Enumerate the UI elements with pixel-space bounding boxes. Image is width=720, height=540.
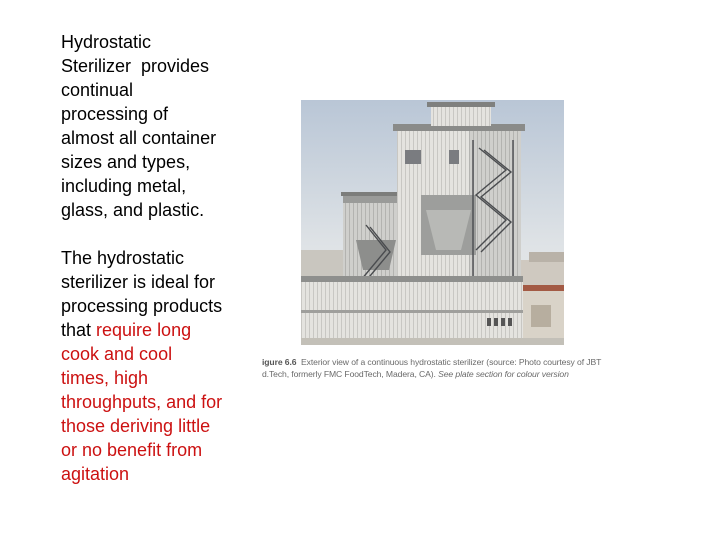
highlight-line: cook and cool (61, 344, 173, 364)
text-line: continual (61, 80, 134, 100)
highlight-line: those deriving little (61, 416, 211, 436)
text-line: almost all container (61, 128, 217, 148)
text-line: Sterilizer provides (61, 56, 210, 76)
figure-label: igure 6.6 (262, 357, 297, 367)
text-line: sizes and types, (61, 152, 191, 172)
text-line: including metal, (61, 176, 187, 196)
text-line: processing products (61, 296, 223, 316)
text-line: processing of (61, 104, 169, 124)
highlight-line: or no benefit from (61, 440, 203, 460)
highlight-line: throughputs, and for (61, 392, 223, 412)
text-line: glass, and plastic. (61, 200, 205, 220)
text-line: Hydrostatic (61, 32, 152, 52)
caption-text: d.Tech, formerly FMC FoodTech, Madera, CA). (262, 369, 439, 379)
text-line: The hydrostatic (61, 248, 185, 268)
text-line (61, 318, 256, 342)
text-fragment: that (61, 320, 97, 340)
photo-caption (262, 356, 622, 380)
sterilizer-photo (301, 100, 564, 345)
paragraph-ideal-use (61, 246, 256, 486)
caption-note: See plate section for colour version (438, 369, 569, 379)
highlight-line: agitation (61, 464, 130, 484)
body-text (61, 30, 256, 486)
text-line: sterilizer is ideal for (61, 272, 216, 292)
highlight-line: times, high (61, 368, 149, 388)
paragraph-capabilities (61, 30, 256, 222)
highlight-text: require long (96, 320, 192, 340)
caption-text: Exterior view of a continuous hydrostatic sterilizer (source: Photo courtesy of JBT (296, 357, 602, 367)
caption-line (262, 356, 622, 368)
caption-line (262, 368, 622, 380)
